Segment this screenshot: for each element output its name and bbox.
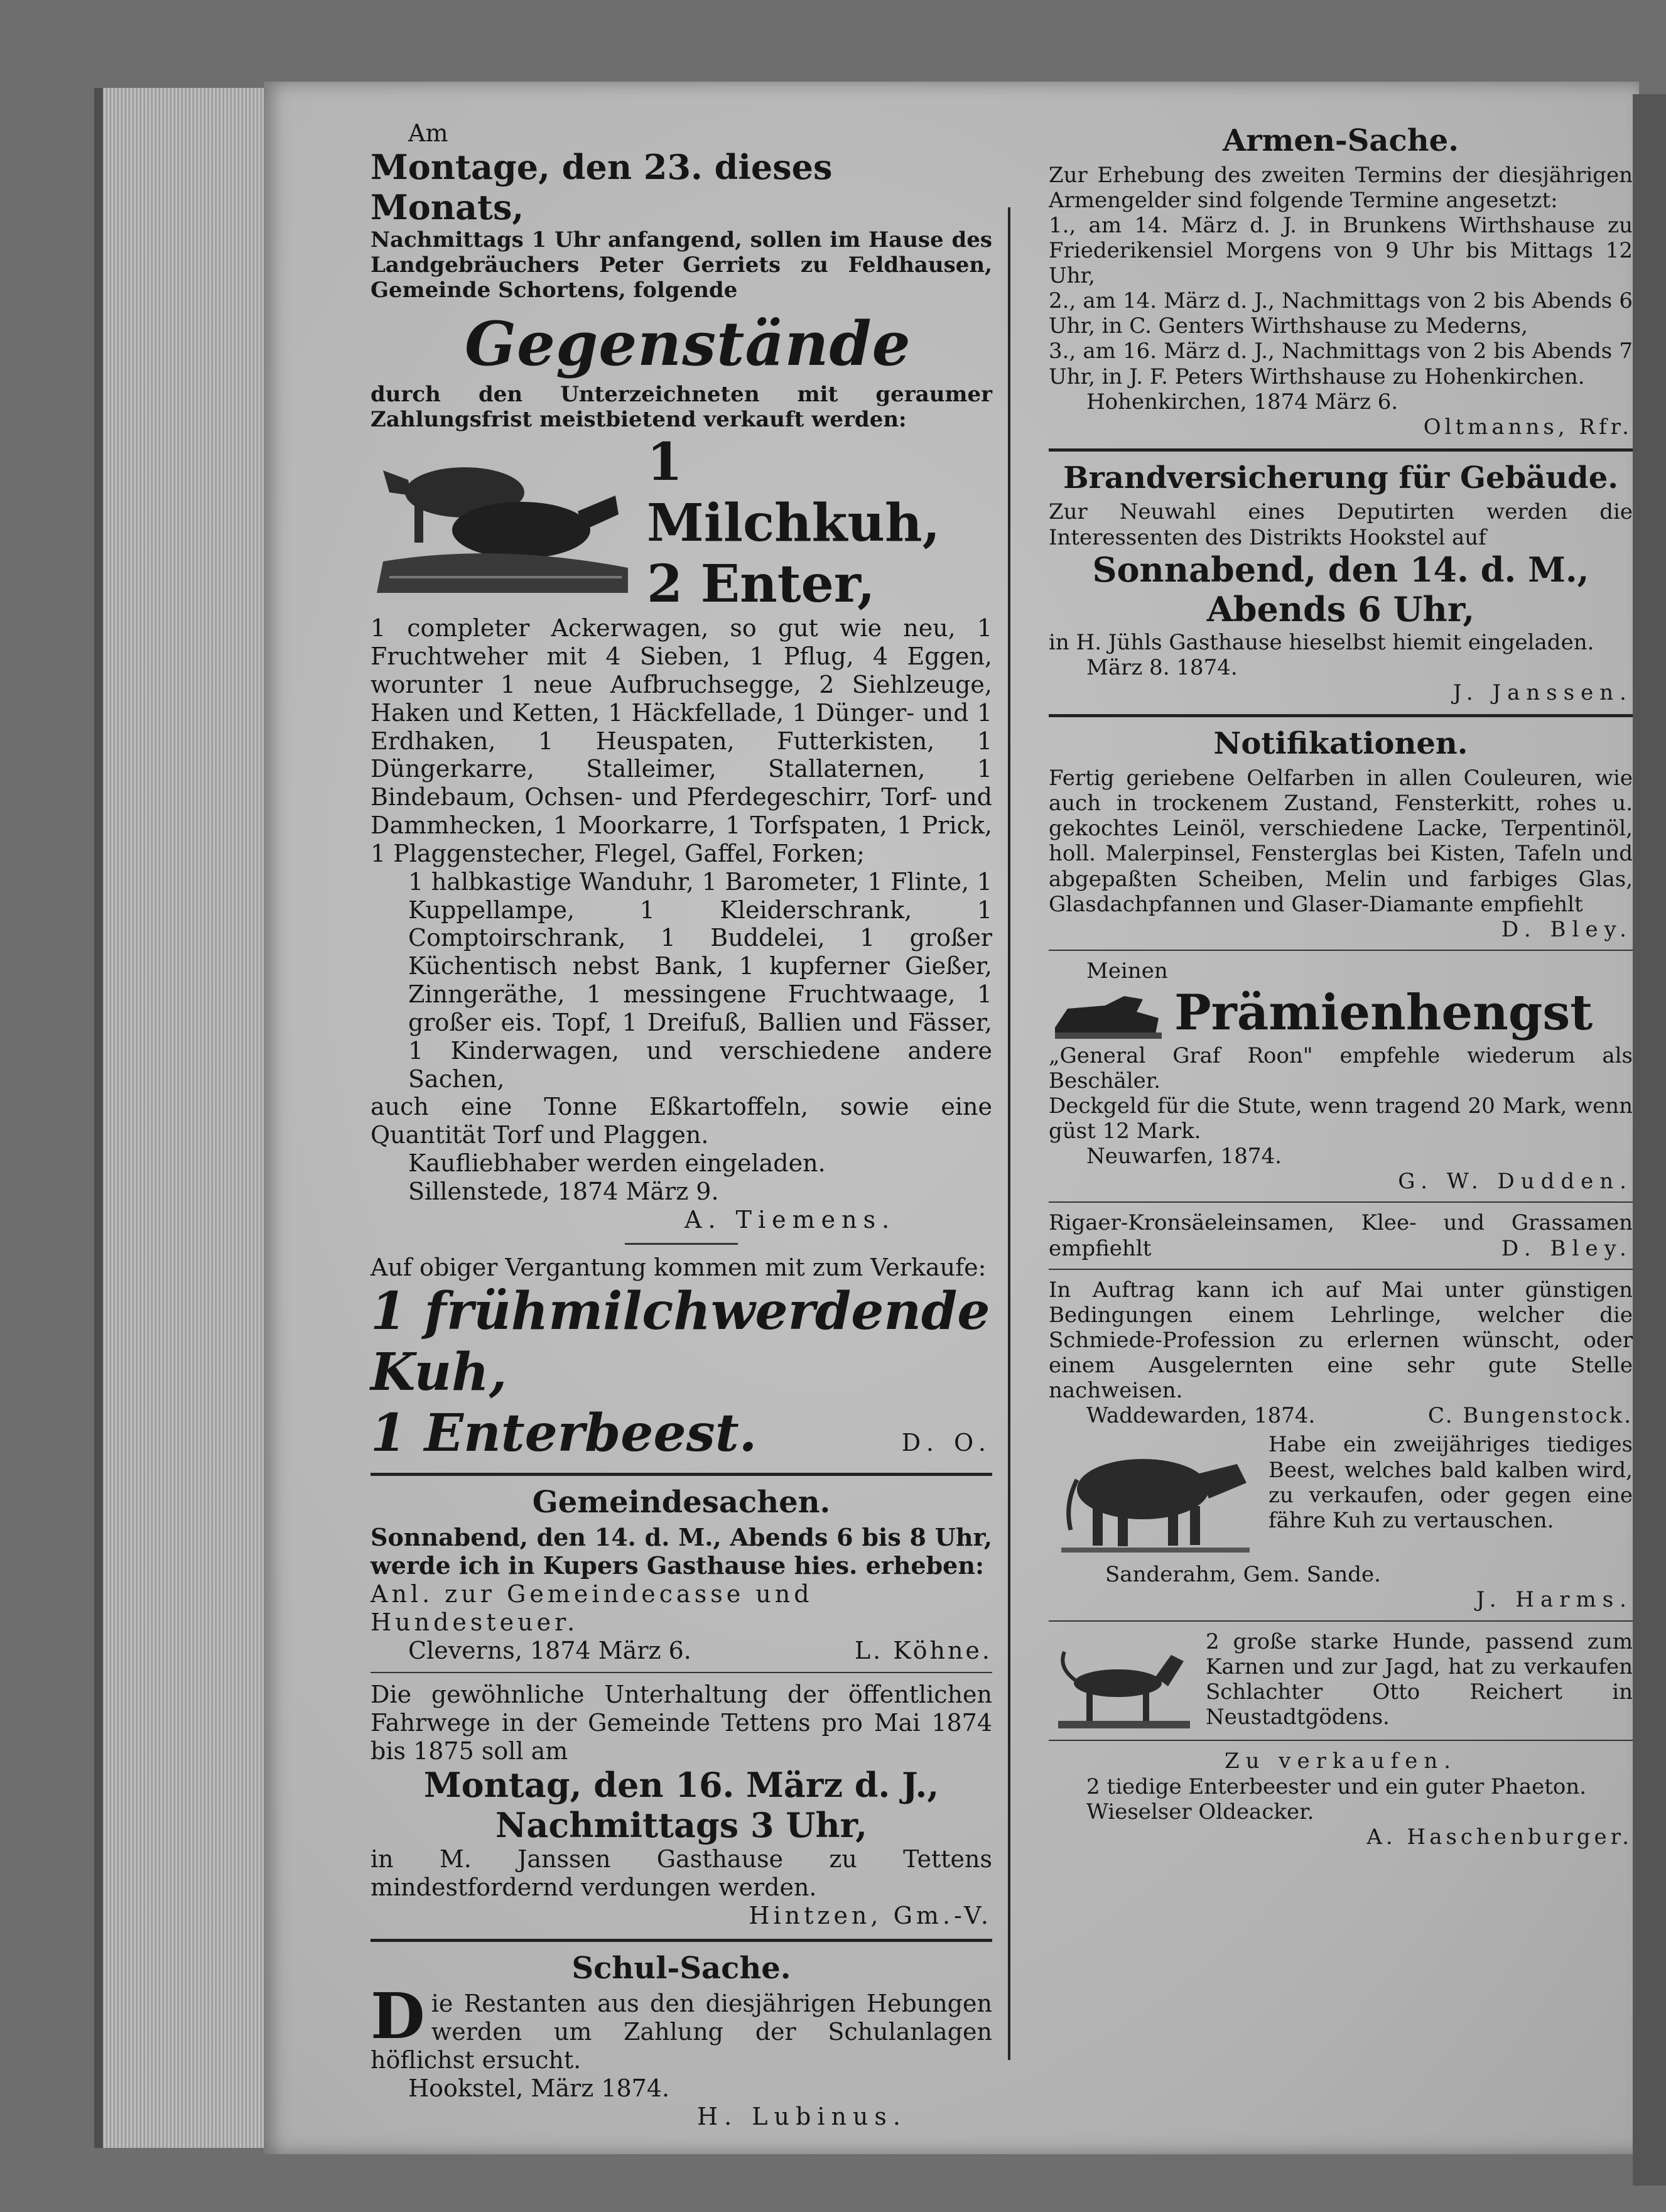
text-line: Meinen (1086, 958, 1168, 984)
divider (371, 1473, 992, 1476)
divider (1049, 714, 1633, 717)
text-line: Zur Neuwahl eines Deputirten werden die Interessenten des Distrikts Hookstel auf (1049, 499, 1633, 550)
brandversicherung-notice (1049, 460, 1633, 706)
text-line: 2 große starke Hunde, passend zum Karnen und zur Jagd, hat zu verkaufen Schlachter Otto Reichert in Neustadtgödens. (1206, 1629, 1633, 1730)
section-heading: Notifikationen. (1213, 726, 1468, 762)
signature: Hintzen, Gm.-V. (749, 1901, 992, 1929)
item-kuh: 1 frühmilchwerdende Kuh, (371, 1281, 990, 1403)
text-line: Auf obiger Vergantung kommen mit zum Verkaufe: (371, 1253, 987, 1281)
text-line: Deckgeld für die Stute, wenn tragend 20 Mark, wenn güst 12 Mark. (1049, 1093, 1633, 1144)
text-line: Rigaer-Kronsäeleinsamen, Klee- und Grassamen empfiehlt (1049, 1210, 1633, 1261)
meeting-time-heading: Abends 6 Uhr, (1206, 589, 1475, 630)
right-column (1049, 119, 1633, 1850)
signature: J. Janssen. (1452, 680, 1633, 706)
text-line: Kaufliebhaber werden eingeladen. (408, 1149, 826, 1178)
dog-sale-notice (1049, 1629, 1633, 1730)
date-line: März 8. 1874. (1086, 655, 1238, 681)
divider (625, 1243, 738, 1245)
date-line: Hohenkirchen, 1874 März 6. (1086, 389, 1398, 415)
term-item: 3., am 16. März d. J., Nachmittags von 2 bis Abends 7 Uhr, in J. F. Peters Wirthshause zu Hohenkirchen. (1049, 339, 1633, 389)
text-line: Nachmittags 1 Uhr anfangend, sollen im Hause des Landgebräuchers Peter Gerriets zu Feldhausen, Gemeinde Schortens, folgende (371, 227, 992, 303)
apprentice-notice (1049, 1277, 1633, 1429)
schul-sache-notice (371, 1951, 992, 2131)
item-enter: 2 Enter, (647, 553, 875, 614)
seed-notice (1049, 1210, 1633, 1261)
divider (371, 1672, 992, 1673)
signature: D. Bley. (1501, 1235, 1633, 1261)
auction-time-heading: Nachmittags 3 Uhr, (495, 1804, 868, 1845)
auction-addendum (371, 1254, 992, 1464)
signature: C. Bungenstock. (1427, 1403, 1633, 1429)
cow-illustration (1049, 1436, 1256, 1558)
date-line: Sillenstede, 1874 März 9. (408, 1177, 719, 1205)
signature: A. Tiemens. (684, 1205, 896, 1233)
auction-title: Gegenstände (465, 308, 911, 379)
text-line: 2 tiedige Enterbeester und ein guter Phaeton. (1086, 1774, 1587, 1799)
text-line: Wieselser Oldeacker. (1086, 1799, 1314, 1824)
text-line: Sonnabend, den 14. d. M., Abends 6 bis 8 Uhr, werde ich in Kupers Gasthause hies. erheben: (371, 1523, 992, 1580)
text-line: In Auftrag kann ich auf Mai unter günstigen Bedingungen einem Lehrlinge, welcher die Schmiede-Profession zu erlernen wünscht, oder einem Ausgelernten eine sehr gute Stelle nachweisen. (1049, 1277, 1633, 1404)
item-milchkuh: 1 Milchkuh, (647, 432, 941, 553)
signature: Oltmanns, Rfr. (1423, 414, 1633, 440)
text-line: Anl. zur Gemeindecasse und Hundesteuer. (371, 1580, 813, 1636)
text-line: Zur Erhebung des zweiten Termins der diesjährigen Armengelder sind folgende Termine angesetzt: (1049, 162, 1633, 213)
signature: D. Bley. (1501, 916, 1633, 942)
text-line: in M. Janssen Gasthause zu Tettens mindestfordernd verdungen werden. (371, 1845, 992, 1902)
signature: J. Harms. (1476, 1587, 1633, 1613)
signature: A. Haschenburger. (1366, 1824, 1633, 1850)
divider (1049, 1201, 1633, 1203)
divider (1049, 1269, 1633, 1270)
column-divider (1008, 207, 1010, 2060)
text-line: Habe ein zweijähriges tiediges Beest, welches bald kalben wird, zu verkaufen, oder gegen eine fähre Kuh zu vertauschen. (1268, 1432, 1633, 1533)
text-line: Fertig geriebene Oelfarben in allen Couleuren, wie auch in trockenem Zustand, Fensterkitt, rohes u. gekochtes Leinöl, verschiedene Lacke, Terpentinöl, holl. Malerpinsel, Fensterglas bei Kisten, Tafeln und abgepaßten Scheiben, Melin und farbiges Glas, Glasdachpfannen und Glaser-Diamante empfiehlt (1049, 766, 1633, 917)
left-column (371, 119, 992, 2131)
book-page-edges (94, 88, 279, 2148)
term-item: 2., am 14. März d. J., Nachmittags von 2 bis Abends 6 Uhr, in C. Genters Wirthshause zu Mederns, (1049, 288, 1633, 339)
text-line: Die gewöhnliche Unterhaltung der öffentlichen Fahrwege in der Gemeinde Tettens pro Mai 1874 bis 1875 soll am (371, 1681, 992, 1765)
road-maintenance-notice (371, 1681, 992, 1929)
section-heading: Gemeindesachen. (532, 1484, 831, 1520)
armen-sache-notice (1049, 123, 1633, 440)
divider (1049, 448, 1633, 452)
auction-date-heading: Montag, den 16. März d. J., (423, 1764, 939, 1805)
meeting-date-heading: Sonnabend, den 14. d. M., (1092, 549, 1589, 590)
item-list-tools: 1 completer Ackerwagen, so gut wie neu, 1 Fruchtweher mit 4 Sieben, 1 Pflug, 4 Eggen, worunter 1 neue Aufbruchsegge, 2 Siehlzeuge, Haken und Ketten, 1 Häckfellade, 1 Dünger- und 1 Erdhaken, 1 Heuspaten, Futterkisten, 1 Düngerkarre, Stalleimer, Stallaternen, 1 Bindebaum, Ochsen- und Pferdegeschirr, Torf- und Dammhecken, 1 Moorkarre, 1 Torfspaten, 1 Prick, 1 Plaggenstecher, Flegel, Gaffel, Forken; (371, 614, 992, 867)
item-enterbeest: 1 Enterbeest. (371, 1402, 757, 1463)
date-line: Hookstel, März 1874. (408, 2074, 670, 2102)
section-heading: Zu verkaufen. (1224, 1748, 1458, 1774)
text-line: Die Restanten aus den diesjährigen Hebungen werden um Zahlung der Schulanlagen höflichst ersucht. (371, 1979, 992, 2074)
notifikationen-notice (1049, 726, 1633, 941)
date-line: Neuwarfen, 1874. (1086, 1144, 1282, 1169)
section-heading: Schul-Sache. (571, 1950, 791, 1986)
divider (371, 1939, 992, 1942)
section-heading: Armen-Sache. (1223, 123, 1459, 158)
text-line: „General Graf Roon" empfehle wiederum als Beschäler. (1049, 1043, 1633, 1093)
cattle-illustration (371, 436, 634, 596)
date-line: Waddewarden, 1874. (1086, 1403, 1316, 1429)
cow-sale-notice (1049, 1432, 1633, 1612)
stallion-title: Prämienhengst (1174, 984, 1593, 1042)
stallion-notice (1049, 958, 1633, 1195)
divider (1049, 950, 1633, 951)
text-line: in H. Jühls Gasthause hieselbst hiemit eingeladen. (1049, 630, 1594, 656)
gemeindesachen-notice (371, 1485, 992, 1665)
signature: D. O. (901, 1428, 992, 1456)
divider (1049, 1620, 1633, 1622)
date-line: Sanderahm, Gem. Sande. (1105, 1562, 1381, 1588)
drop-cap: D (371, 1979, 425, 2054)
term-item: 1., am 14. März d. J. in Brunkens Wirthshause zu Friederikensiel Morgens von 9 Uhr bis Mittags 12 Uhr, (1049, 212, 1633, 289)
dog-illustration (1049, 1633, 1193, 1737)
item-list-household: 1 halbkastige Wanduhr, 1 Barometer, 1 Flinte, 1 Kuppellampe, 1 Kleiderschrank, 1 Comptoirschrank, 1 Buddelei, 1 großer Küchentisch nebst Bank, 1 kupferner Gießer, Zinngeräthe, 1 messingene Fruchtwaage, 1 großer eis. Topf, 1 Dreifuß, Ballien und Fässer, 1 Kinderwagen, und verschiedene andere Sachen, (408, 867, 992, 1093)
text-line: auch eine Tonne Eßkartoffeln, sowie eine Quantität Torf und Plaggen. (371, 1093, 992, 1149)
signature: H. Lubinus. (697, 2102, 907, 2130)
signature: L. Köhne. (854, 1636, 992, 1664)
text-line: durch den Unterzeichneten mit geraumer Zahlungsfrist meistbietend verkauft werden: (371, 381, 992, 432)
auction-notice-tiemens (371, 119, 992, 1234)
auction-date-heading: Montage, den 23. dieses Monats, (371, 146, 833, 227)
date-line: Cleverns, 1874 März 6. (408, 1636, 691, 1664)
scan-margin (1633, 94, 1666, 2186)
stallion-illustration (1049, 984, 1168, 1043)
zu-verkaufen-notice (1049, 1748, 1633, 1849)
section-heading: Brandversicherung für Gebäude. (1063, 460, 1618, 496)
text-line: Am (408, 119, 448, 147)
divider (1049, 1740, 1633, 1741)
signature: G. W. Dudden. (1398, 1169, 1633, 1195)
